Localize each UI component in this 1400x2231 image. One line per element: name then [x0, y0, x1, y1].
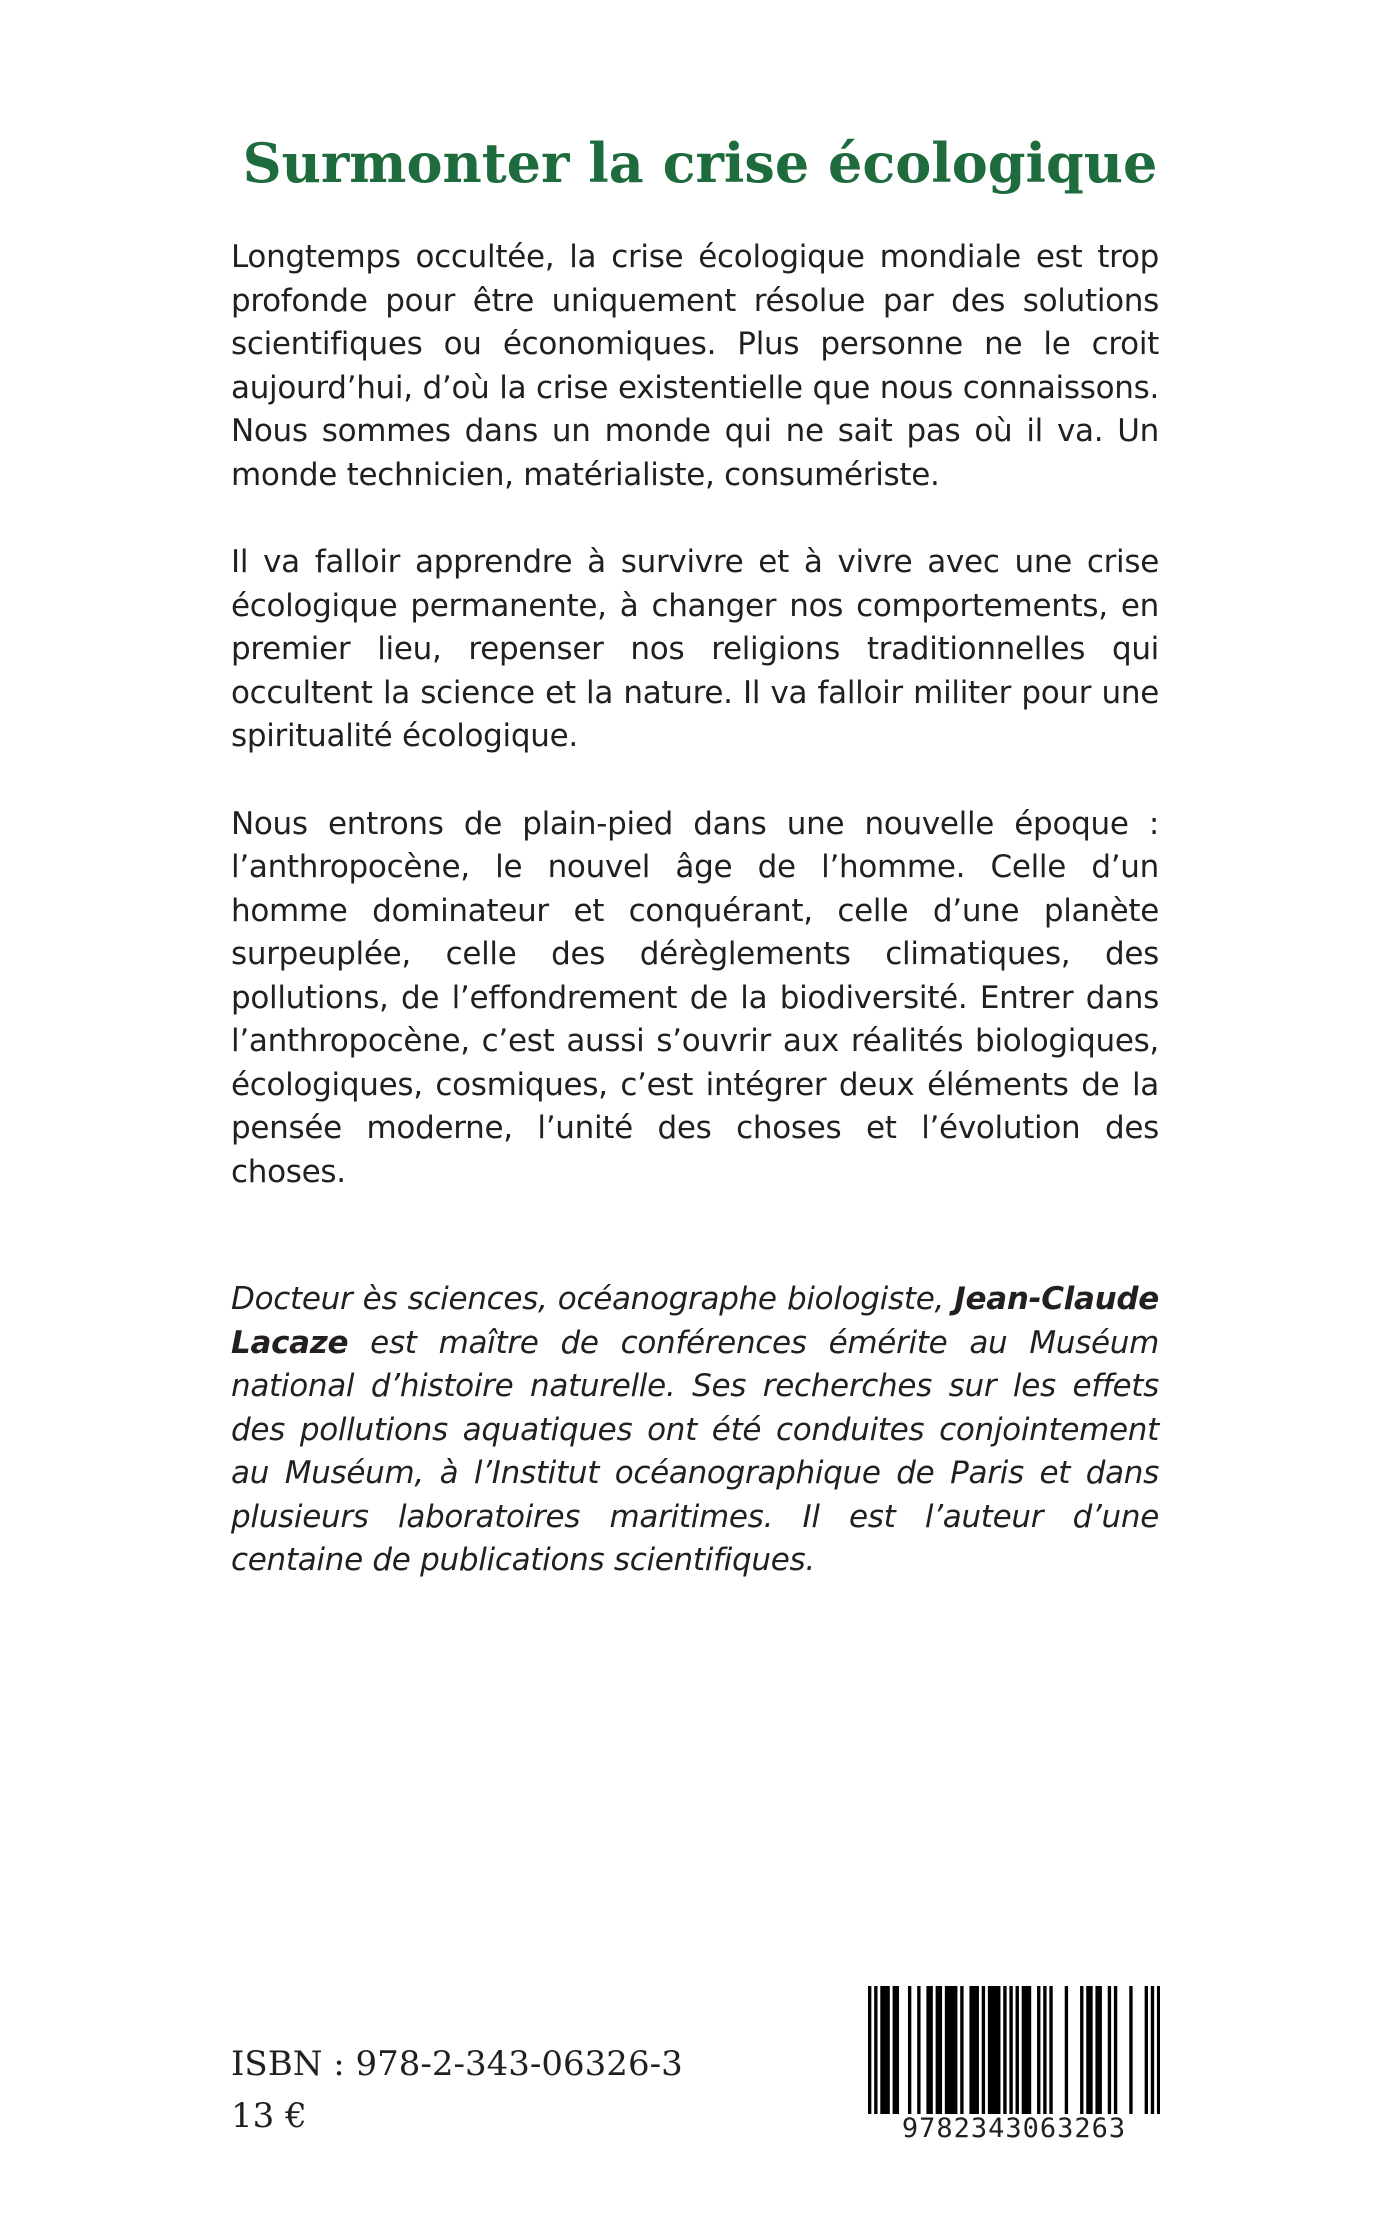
author-name: Jean-Claude Lacaze: [231, 1281, 1159, 1361]
book-title: Surmonter la crise écologique: [242, 131, 1158, 195]
isbn: ISBN : 978-2-343-06326-3: [231, 2044, 683, 2084]
blurb-paragraph-2: Il va falloir apprendre à survivre et à vivre avec une crise écologique permanente, à changer nos comportements, en premier lieu, repenser nos religions traditionnelles qui occultent la science et la nature. Il va falloir militer pour une spiritualité écologique.: [231, 544, 1159, 754]
author-bio: [231, 1278, 1159, 1583]
barcode-digits: 9782343063263: [868, 2114, 1160, 2144]
price: 13 €: [231, 2096, 307, 2136]
blurb-paragraph-1: Longtemps occultée, la crise écologique mondiale est trop profonde pour être uniquement résolue par des solutions scientifiques ou économiques. Plus personne ne le croit aujourd’hui, d’où la crise existentielle que nous connaissons. Nous sommes dans un monde qui ne sait pas où il va. Un monde technicien, matérialiste, consumériste.: [231, 239, 1159, 493]
author-bio-rest: est maître de conférences émérite au Muséum national d’histoire naturelle. Ses recherches sur les effets des pollutions aquatiques ont été conduites conjointement au Muséum, à l’Institut océanographique de Paris et dans plusieurs laboratoires maritimes. Il est l’auteur d’une centaine de publications scientifiques.: [231, 1324, 1159, 1578]
blurb: [231, 236, 1159, 1238]
blurb-paragraph-3: Nous entrons de plain-pied dans une nouvelle époque : l’anthropocène, le nouvel âge de l’homme. Celle d’un homme dominateur et conquérant, celle d’une planète surpeuplée, celle des dérèglements climatiques, des pollutions, de l’effondrement de la biodiversité. Entrer dans l’anthropocène, c’est aussi s’ouvrir aux réalités biologiques, écologiques, cosmiques, c’est intégrer deux éléments de la pensée moderne, l’unité des choses et l’évolution des choses.: [231, 805, 1159, 1190]
author-bio-intro: Docteur ès sciences, océanographe biologiste,: [231, 1281, 955, 1317]
